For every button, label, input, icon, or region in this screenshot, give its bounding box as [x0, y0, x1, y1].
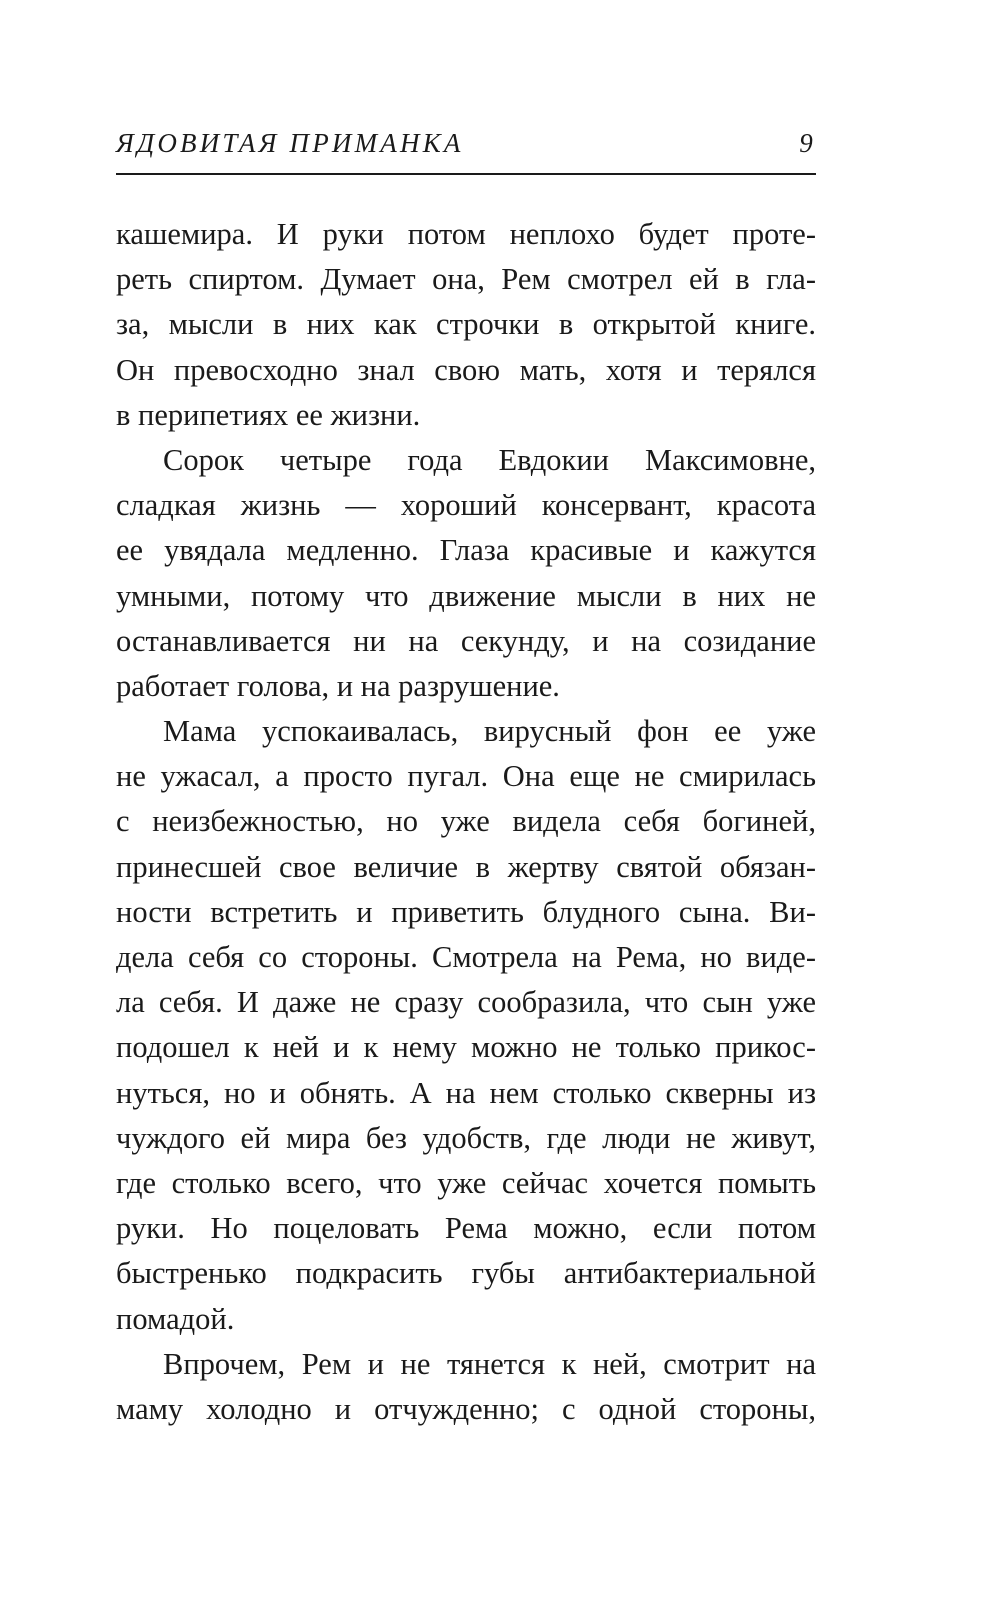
text-line: умными, потому что движение мысли в них не	[116, 578, 816, 613]
text-line: подошел к ней и к нему можно не только прикос-	[116, 1030, 816, 1065]
text-line: помадой.	[116, 1301, 235, 1336]
body-text	[116, 212, 816, 1432]
text-line: реть спиртом. Думает она, Рем смотрел ей в гла-	[116, 262, 816, 297]
text-line: чуждого ей мира без удобств, где люди не живут,	[116, 1120, 816, 1155]
text-line: дела себя со стороны. Смотрела на Рема, но виде-	[116, 940, 816, 974]
text-line: Мама успокаивалась, вирусный фон ее уже	[163, 714, 816, 749]
text-line: быстренько подкрасить губы антибактериальной	[116, 1256, 816, 1291]
book-title: ЯДОВИТАЯ ПРИМАНКА	[116, 128, 464, 158]
text-line: ности встретить и приветить блудного сына. Ви-	[116, 894, 816, 929]
text-line: за, мысли в них как строчки в открытой книге.	[116, 307, 816, 342]
text-line: в перипетиях ее жизни.	[116, 397, 421, 432]
text-line: маму холодно и отчужденно; с одной стороны,	[116, 1391, 816, 1426]
text-line: кашемира. И руки потом неплохо будет проте-	[116, 217, 816, 251]
text-line: руки. Но поцеловать Рема можно, если потом	[116, 1211, 816, 1246]
text-line: Он превосходно знал свою мать, хотя и терялся	[116, 352, 816, 387]
text-line: принесшей свое величие в жертву святой обязан-	[116, 849, 816, 884]
text-line: работает голова, и на разрушение.	[116, 668, 560, 703]
text-line: ла себя. И даже не сразу сообразила, что сын уже	[116, 985, 816, 1020]
text-line: сладкая жизнь — хороший консервант, красота	[116, 488, 816, 523]
text-line: Впрочем, Рем и не тянется к ней, смотрит на	[163, 1346, 816, 1381]
text-line: останавливается ни на секунду, и на созидание	[116, 623, 816, 658]
text-line: не ужасал, а просто пугал. Она еще не смирилась	[116, 759, 816, 794]
page-number: 9	[799, 128, 816, 158]
header-rule	[116, 173, 816, 175]
text-line: где столько всего, что уже сейчас хочется помыть	[116, 1165, 816, 1200]
running-header	[116, 128, 816, 168]
text-line: с неизбежностью, но уже видела себя богиней,	[116, 804, 816, 839]
text-line: ее увядала медленно. Глаза красивые и кажутся	[116, 533, 816, 568]
text-line: Сорок четыре года Евдокии Максимовне,	[163, 442, 816, 477]
text-line: нуться, но и обнять. А на нем столько скверны из	[116, 1075, 816, 1110]
